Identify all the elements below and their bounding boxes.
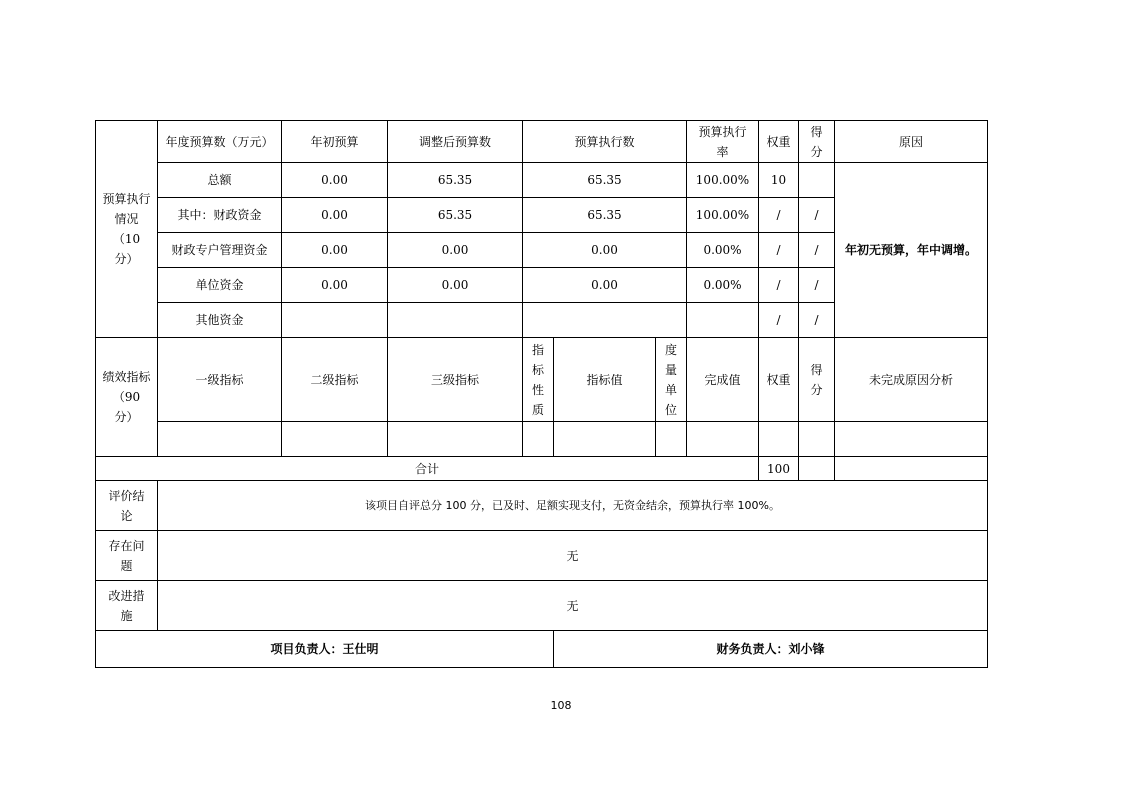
- cell: [835, 422, 988, 457]
- row-weight: /: [759, 268, 799, 303]
- header-level3: 三级指标: [388, 338, 523, 422]
- row-executed: 0.00: [523, 268, 687, 303]
- budget-reason: 年初无预算，年中调增。: [835, 163, 988, 338]
- header-analysis: 未完成原因分析: [835, 338, 988, 422]
- header-reason: 原因: [835, 121, 988, 163]
- header-annual-budget: 年度预算数（万元）: [158, 121, 282, 163]
- header-nature: 指标性质: [523, 338, 554, 422]
- row-weight: /: [759, 198, 799, 233]
- cell: [835, 457, 988, 481]
- cell: [687, 422, 759, 457]
- row-score: /: [799, 198, 835, 233]
- problems-text: 无: [158, 531, 988, 581]
- budget-section-label: 预算执行情况（10 分）: [96, 121, 158, 338]
- cell: [799, 422, 835, 457]
- performance-empty-row: [96, 422, 988, 457]
- row-score: /: [799, 233, 835, 268]
- header-adjusted-budget: 调整后预算数: [388, 121, 523, 163]
- finance-lead: 财务负责人：刘小锋: [554, 631, 988, 668]
- total-weight: 100: [759, 457, 799, 481]
- row-score: /: [799, 303, 835, 338]
- cell: [656, 422, 687, 457]
- row-weight: /: [759, 303, 799, 338]
- row-score: /: [799, 268, 835, 303]
- row-rate: 100.00%: [687, 198, 759, 233]
- header-level1: 一级指标: [158, 338, 282, 422]
- row-adjusted: 0.00: [388, 233, 523, 268]
- row-initial: 0.00: [282, 233, 388, 268]
- header-score: 得分: [799, 121, 835, 163]
- cell: [759, 422, 799, 457]
- cell: [523, 422, 554, 457]
- total-row: [96, 457, 988, 481]
- header-completed: 完成值: [687, 338, 759, 422]
- signature-row: [96, 631, 988, 668]
- row-rate: [687, 303, 759, 338]
- cell: [158, 422, 282, 457]
- header-executed-budget: 预算执行数: [523, 121, 687, 163]
- row-rate: 100.00%: [687, 163, 759, 198]
- row-weight: 10: [759, 163, 799, 198]
- row-executed: 65.35: [523, 198, 687, 233]
- problems-label: 存在问题: [96, 531, 158, 581]
- header-unit: 度量单位: [656, 338, 687, 422]
- row-name: 其他资金: [158, 303, 282, 338]
- row-initial: [282, 303, 388, 338]
- total-score: [799, 457, 835, 481]
- row-name: 其中：财政资金: [158, 198, 282, 233]
- row-initial: 0.00: [282, 268, 388, 303]
- header-weight: 权重: [759, 338, 799, 422]
- header-initial-budget: 年初预算: [282, 121, 388, 163]
- row-initial: 0.00: [282, 163, 388, 198]
- measures-text: 无: [158, 581, 988, 631]
- row-executed: [523, 303, 687, 338]
- project-lead: 项目负责人：王仕明: [96, 631, 554, 668]
- performance-header-row: [96, 338, 988, 422]
- row-initial: 0.00: [282, 198, 388, 233]
- row-adjusted: 65.35: [388, 163, 523, 198]
- cell: [554, 422, 656, 457]
- header-value: 指标值: [554, 338, 656, 422]
- header-level2: 二级指标: [282, 338, 388, 422]
- cell: [388, 422, 523, 457]
- budget-row: [96, 163, 988, 198]
- row-weight: /: [759, 233, 799, 268]
- row-adjusted: 65.35: [388, 198, 523, 233]
- performance-section-label: 绩效指标（90 分）: [96, 338, 158, 457]
- page-number: 108: [550, 699, 572, 712]
- row-name: 总额: [158, 163, 282, 198]
- row-executed: 0.00: [523, 233, 687, 268]
- cell: [282, 422, 388, 457]
- row-adjusted: 0.00: [388, 268, 523, 303]
- header-execution-rate: 预算执行率: [687, 121, 759, 163]
- row-name: 单位资金: [158, 268, 282, 303]
- measures-row: [96, 581, 988, 631]
- row-score: [799, 163, 835, 198]
- conclusion-row: [96, 481, 988, 531]
- header-score: 得分: [799, 338, 835, 422]
- budget-header-row: [96, 121, 988, 163]
- row-rate: 0.00%: [687, 233, 759, 268]
- problems-row: [96, 531, 988, 581]
- row-executed: 65.35: [523, 163, 687, 198]
- self-evaluation-table: [95, 120, 988, 668]
- row-rate: 0.00%: [687, 268, 759, 303]
- header-weight: 权重: [759, 121, 799, 163]
- conclusion-text: 该项目自评总分 100 分，已及时、足额实现支付，无资金结余，预算执行率 100%。: [158, 481, 988, 531]
- row-adjusted: [388, 303, 523, 338]
- measures-label: 改进措施: [96, 581, 158, 631]
- row-name: 财政专户管理资金: [158, 233, 282, 268]
- conclusion-label: 评价结论: [96, 481, 158, 531]
- total-label: 合计: [96, 457, 759, 481]
